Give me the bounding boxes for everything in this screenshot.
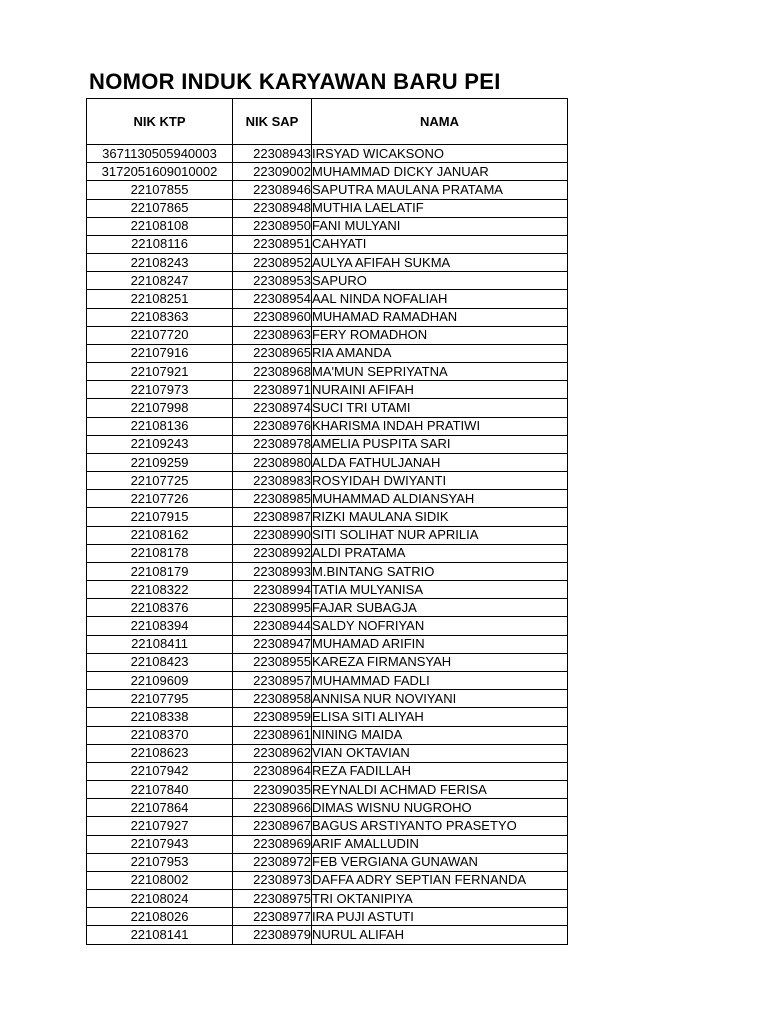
nik-ktp-cell: 22108394 [87,617,233,635]
table-body [87,145,568,945]
table-row [87,435,568,453]
nama-cell: ALDA FATHULJANAH [312,453,568,471]
nama-cell: TRI OKTANIPIYA [312,890,568,908]
table-row [87,726,568,744]
nama-cell: IRA PUJI ASTUTI [312,908,568,926]
nik-sap-cell: 22308953 [233,272,312,290]
table-row [87,926,568,944]
nik-sap-cell: 22308978 [233,435,312,453]
table-row [87,254,568,272]
nik-ktp-cell: 22107953 [87,853,233,871]
nama-cell: FANI MULYANI [312,217,568,235]
nik-sap-cell: 22308965 [233,344,312,362]
nama-cell: SAPURO [312,272,568,290]
nik-sap-cell: 22308964 [233,762,312,780]
nik-ktp-cell: 22108322 [87,581,233,599]
nik-sap-cell: 22308943 [233,145,312,163]
nama-cell: VIAN OKTAVIAN [312,744,568,762]
table-row [87,762,568,780]
nik-sap-cell: 22308952 [233,254,312,272]
table-row [87,817,568,835]
table-row [87,708,568,726]
table-row [87,617,568,635]
nama-cell: RIZKI MAULANA SIDIK [312,508,568,526]
nik-sap-cell: 22308980 [233,453,312,471]
nik-ktp-cell: 22107921 [87,363,233,381]
nama-cell: SALDY NOFRIYAN [312,617,568,635]
table-row [87,781,568,799]
nama-cell: RIA AMANDA [312,344,568,362]
nik-ktp-cell: 22108370 [87,726,233,744]
header-nik-sap: NIK SAP [233,99,312,145]
table-row [87,472,568,490]
nik-ktp-cell: 22107916 [87,344,233,362]
nik-sap-cell: 22308967 [233,817,312,835]
nik-sap-cell: 22308974 [233,399,312,417]
table-header-row [87,99,568,145]
nik-ktp-cell: 22107864 [87,799,233,817]
nik-sap-cell: 22308947 [233,635,312,653]
nik-sap-cell: 22308973 [233,871,312,889]
nik-ktp-cell: 22108141 [87,926,233,944]
nik-sap-cell: 22308971 [233,381,312,399]
nama-cell: MUHAMAD RAMADHAN [312,308,568,326]
nik-sap-cell: 22309035 [233,781,312,799]
nik-ktp-cell: 22109243 [87,435,233,453]
nik-ktp-cell: 22108251 [87,290,233,308]
nik-ktp-cell: 22108024 [87,890,233,908]
table-row [87,871,568,889]
nama-cell: NURAINI AFIFAH [312,381,568,399]
table-row [87,163,568,181]
nik-sap-cell: 22308995 [233,599,312,617]
nama-cell: FAJAR SUBAGJA [312,599,568,617]
nik-ktp-cell: 22107725 [87,472,233,490]
nik-sap-cell: 22308994 [233,581,312,599]
nik-sap-cell: 22308993 [233,562,312,580]
nama-cell: M.BINTANG SATRIO [312,562,568,580]
page-title: NOMOR INDUK KARYAWAN BARU PEI [89,69,501,94]
nama-cell: REZA FADILLAH [312,762,568,780]
table-row [87,581,568,599]
table-row [87,363,568,381]
nama-cell: ELISA SITI ALIYAH [312,708,568,726]
nama-cell: DIMAS WISNU NUGROHO [312,799,568,817]
nik-ktp-cell: 22108136 [87,417,233,435]
nik-ktp-cell: 22107795 [87,690,233,708]
nik-ktp-cell: 22108423 [87,653,233,671]
nik-ktp-cell: 22108179 [87,562,233,580]
table-row [87,671,568,689]
nik-sap-cell: 22308969 [233,835,312,853]
nama-cell: TATIA MULYANISA [312,581,568,599]
nik-ktp-cell: 22107973 [87,381,233,399]
nama-cell: SITI SOLIHAT NUR APRILIA [312,526,568,544]
table-row [87,890,568,908]
nik-sap-cell: 22308954 [233,290,312,308]
table-row [87,381,568,399]
nama-cell: REYNALDI ACHMAD FERISA [312,781,568,799]
nik-ktp-cell: 22108376 [87,599,233,617]
nik-ktp-cell: 22108108 [87,217,233,235]
nik-ktp-cell: 22107865 [87,199,233,217]
table-row [87,490,568,508]
nik-sap-cell: 22308961 [233,726,312,744]
nama-cell: SAPUTRA MAULANA PRATAMA [312,181,568,199]
table-row [87,799,568,817]
table-row [87,635,568,653]
nik-sap-cell: 22308966 [233,799,312,817]
nik-sap-cell: 22308983 [233,472,312,490]
table-row [87,344,568,362]
table-row [87,653,568,671]
table-row [87,508,568,526]
table-row [87,181,568,199]
nik-ktp-cell: 22109259 [87,453,233,471]
nik-ktp-cell: 22108178 [87,544,233,562]
nik-sap-cell: 22308972 [233,853,312,871]
table-row [87,272,568,290]
nik-ktp-cell: 22108162 [87,526,233,544]
nik-ktp-cell: 22107998 [87,399,233,417]
table-row [87,453,568,471]
table-row [87,199,568,217]
table-row [87,417,568,435]
nik-sap-cell: 22308968 [233,363,312,381]
nik-sap-cell: 22308979 [233,926,312,944]
nik-sap-cell: 22308948 [233,199,312,217]
nik-ktp-cell: 22107720 [87,326,233,344]
header-nama: NAMA [312,99,568,145]
nik-ktp-cell: 22107840 [87,781,233,799]
table-row [87,908,568,926]
nik-ktp-cell: 22107855 [87,181,233,199]
nik-sap-cell: 22309002 [233,163,312,181]
nik-ktp-cell: 22107915 [87,508,233,526]
nama-cell: MUHAMMAD FADLI [312,671,568,689]
nama-cell: SUCI TRI UTAMI [312,399,568,417]
nik-ktp-cell: 22108338 [87,708,233,726]
nik-ktp-cell: 3671130505940003 [87,145,233,163]
nik-sap-cell: 22308959 [233,708,312,726]
nama-cell: MUHAMMAD ALDIANSYAH [312,490,568,508]
table-row [87,308,568,326]
nama-cell: MUHAMAD ARIFIN [312,635,568,653]
nik-ktp-cell: 22108026 [87,908,233,926]
nama-cell: NINING MAIDA [312,726,568,744]
nama-cell: CAHYATI [312,235,568,253]
header-nik-ktp: NIK KTP [87,99,233,145]
nama-cell: ARIF AMALLUDIN [312,835,568,853]
nama-cell: FEB VERGIANA GUNAWAN [312,853,568,871]
nik-ktp-cell: 3172051609010002 [87,163,233,181]
table-row [87,835,568,853]
nik-sap-cell: 22308977 [233,908,312,926]
nama-cell: ALDI PRATAMA [312,544,568,562]
nik-sap-cell: 22308955 [233,653,312,671]
nik-sap-cell: 22308946 [233,181,312,199]
table-row [87,526,568,544]
nama-cell: DAFFA ADRY SEPTIAN FERNANDA [312,871,568,889]
table-row [87,744,568,762]
table-row [87,217,568,235]
nik-ktp-cell: 22108623 [87,744,233,762]
nik-sap-cell: 22308987 [233,508,312,526]
employee-table [86,98,568,945]
nik-sap-cell: 22308960 [233,308,312,326]
table-row [87,235,568,253]
table-row [87,690,568,708]
nik-sap-cell: 22308962 [233,744,312,762]
nama-cell: MUTHIA LAELATIF [312,199,568,217]
table-row [87,853,568,871]
nik-ktp-cell: 22107942 [87,762,233,780]
nama-cell: KAREZA FIRMANSYAH [312,653,568,671]
nama-cell: AMELIA PUSPITA SARI [312,435,568,453]
nik-ktp-cell: 22108247 [87,272,233,290]
nik-ktp-cell: 22108243 [87,254,233,272]
nama-cell: MUHAMMAD DICKY JANUAR [312,163,568,181]
nik-sap-cell: 22308976 [233,417,312,435]
nik-sap-cell: 22308950 [233,217,312,235]
nik-sap-cell: 22308975 [233,890,312,908]
table-row [87,399,568,417]
table-row [87,599,568,617]
nama-cell: KHARISMA INDAH PRATIWI [312,417,568,435]
table-row [87,326,568,344]
table-row [87,145,568,163]
nama-cell: MA'MUN SEPRIYATNA [312,363,568,381]
nik-sap-cell: 22308958 [233,690,312,708]
nik-sap-cell: 22308985 [233,490,312,508]
table-row [87,544,568,562]
nama-cell: NURUL ALIFAH [312,926,568,944]
nik-sap-cell: 22308992 [233,544,312,562]
nik-ktp-cell: 22108411 [87,635,233,653]
nik-ktp-cell: 22108363 [87,308,233,326]
nama-cell: ANNISA NUR NOVIYANI [312,690,568,708]
nama-cell: IRSYAD WICAKSONO [312,145,568,163]
nik-ktp-cell: 22109609 [87,671,233,689]
nama-cell: BAGUS ARSTIYANTO PRASETYO [312,817,568,835]
nik-sap-cell: 22308944 [233,617,312,635]
table-row [87,562,568,580]
nama-cell: FERY ROMADHON [312,326,568,344]
nik-ktp-cell: 22107927 [87,817,233,835]
nama-cell: AAL NINDA NOFALIAH [312,290,568,308]
nik-sap-cell: 22308957 [233,671,312,689]
nama-cell: ROSYIDAH DWIYANTI [312,472,568,490]
table-row [87,290,568,308]
nama-cell: AULYA AFIFAH SUKMA [312,254,568,272]
nik-ktp-cell: 22107943 [87,835,233,853]
nik-ktp-cell: 22108002 [87,871,233,889]
nik-sap-cell: 22308963 [233,326,312,344]
nik-ktp-cell: 22108116 [87,235,233,253]
nik-ktp-cell: 22107726 [87,490,233,508]
nik-sap-cell: 22308951 [233,235,312,253]
nik-sap-cell: 22308990 [233,526,312,544]
